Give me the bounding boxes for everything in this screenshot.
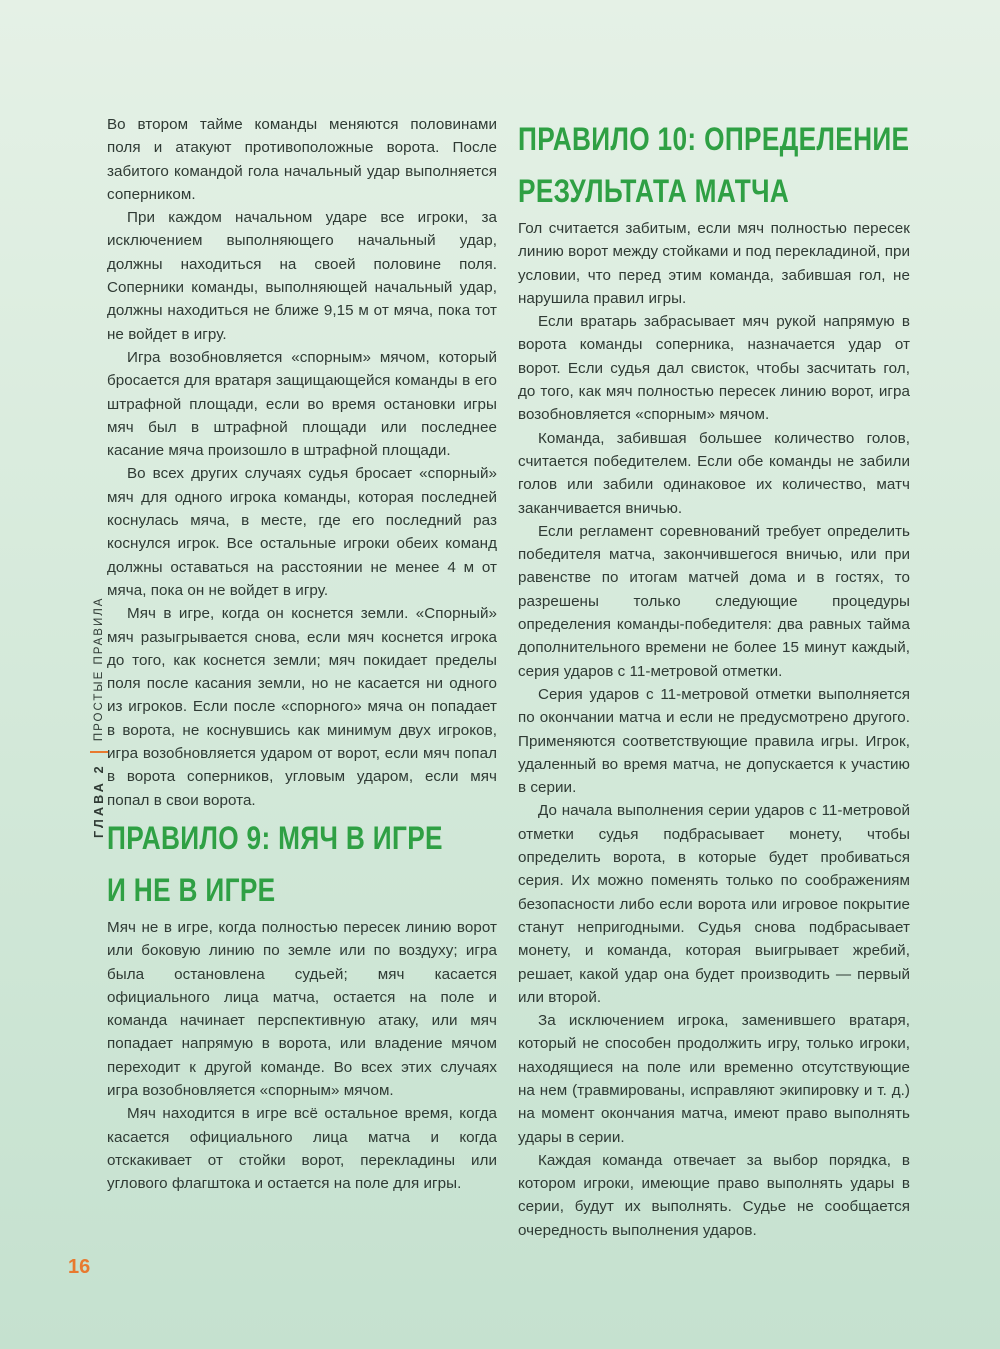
paragraph: Во всех других случаях судья бросает «спорный» мяч для одного игрока команды, которая последней коснулась мяча, в месте, где его последний раз коснулся игрок. Все остальные игроки обеих команд должны оставаться на расстоянии не менее 4 м от мяча, пока он не войдет в игру.: [107, 465, 497, 599]
rule-10-heading: [518, 113, 910, 217]
paragraph: Если регламент соревнований требует определить победителя матча, закончившегося вничью, или при равенстве по итогам матчей дома и в гостях, то разрешены только следующие процедуры определения команды-победителя: два равных тайма дополнительного времени не более 15 минут каждый, серия ударов с 11-метровой отметки.: [518, 522, 910, 680]
left-column: [107, 113, 497, 1195]
paragraph: Мяч находится в игре всё остальное время, когда касается официального лица матча и когда отскакивает от стойки ворот, перекладины или углового флагштока и остается на поле для игры.: [107, 1105, 497, 1193]
paragraph: До начала выполнения серии ударов с 11-метровой отметки судья подбрасывает монету, чтобы определить ворота, в которые будет пробиваться серия. Их можно поменять только по соображениям безопасности либо если ворота или игровое покрытие станут непригодными. Судья снова подбрасывает монету, и команда, которая выигрывает жребий, решает, какой удар она будет производить — первый или второй.: [518, 802, 910, 1006]
chapter-separator: [90, 751, 108, 753]
rule-9-heading: [107, 812, 443, 916]
right-column: [518, 113, 910, 1242]
paragraph: Мяч не в игре, когда полностью пересек линию ворот или боковую линию по земле или по воздуху; игра была остановлена судьей; мяч касается официального лица матча, остается на поле и команда начинает перспективную атаку, или мяч попадает напрямую в ворота, или владение мячом переходит к другой команде. Во всех этих случаях игра возобновляется «спорным» мячом.: [107, 918, 497, 1099]
paragraph: Мяч в игре, когда он коснется земли. «Спорный» мяч разыгрывается снова, если мяч коснется игрока до того, как коснется земли; мяч покидает пределы поля после касания земли, но не касается ни одного из игроков. Если после «спорного» мяча он попадает в ворота, не коснувшись как минимум двух игроков, игра возобновляется ударом от ворот, если мяч попал в ворота соперников, угловым ударом, если мяч попал в свои ворота.: [107, 605, 497, 809]
chapter-sidebar: [90, 597, 108, 838]
paragraph: Гол считается забитым, если мяч полностью пересек линию ворот между стойками и под перекладиной, при условии, что перед этим команда, забившая гол, не нарушила правил игры.: [518, 220, 910, 307]
rule-10-heading-line-2: РЕЗУЛЬТАТА МАТЧА: [518, 173, 790, 209]
paragraph: Игра возобновляется «спорным» мячом, который бросается для вратаря защищающейся команды в его штрафной площади, если во время остановки игры мяч был в штрафной площади или последнее касание мяча произошло в штрафной площади.: [107, 348, 497, 460]
chapter-label: ГЛАВА 2: [92, 763, 106, 838]
paragraph: Команда, забившая большее количество голов, считается победителем. Если обе команды не забили голов или забили одинаковое их количество, матч заканчивается вничью.: [518, 429, 910, 517]
paragraph: Если вратарь забрасывает мяч рукой напрямую в ворота команды соперника, назначается удар от ворот. Если судья дал свисток, чтобы засчитать гол, до того, как мяч полностью пересек линию ворот, игра возобновляется «спорным» мячом.: [518, 313, 910, 424]
rule-10-heading-line-1: ПРАВИЛО 10: ОПРЕДЕЛЕНИЕ: [518, 121, 910, 157]
chapter-title: ПРОСТЫЕ ПРАВИЛА: [93, 596, 105, 742]
paragraph: При каждом начальном ударе все игроки, за исключением выполняющего начальный удар, должны находиться на своей половине поля. Соперники команды, выполняющей начальный удар, должны находиться не ближе 9,15 м от мяча, пока тот не войдет в игру.: [107, 209, 497, 343]
page-number: 16: [68, 1256, 91, 1278]
rule-9-heading-line-2: И НЕ В ИГРЕ: [107, 871, 276, 908]
paragraph: За исключением игрока, заменившего вратаря, который не способен продолжить игру, только игроки, находящиеся на поле или временно отсутствующие на нем (травмированы, исправляют экипировку и т. д.) на момент окончания матча, имеют право выполнять удары в серии.: [518, 1012, 910, 1146]
paragraph: Каждая команда отвечает за выбор порядка, в котором игроки, имеющие право выполнять удары в серии, будут их выполнять. Судье не сообщается очередность выполнения ударов.: [518, 1151, 910, 1239]
paragraph: Во втором тайме команды меняются половинами поля и атакуют противоположные ворота. После забитого командой гола начальный удар выполняется соперником.: [107, 116, 497, 203]
paragraph: Серия ударов с 11-метровой отметки выполняется по окончании матча и если не предусмотрено другого. Применяются соответствующие правила игры. Игрок, удаленный во время матча, не допускается к участию в серии.: [518, 685, 910, 797]
rule-9-heading-line-1: ПРАВИЛО 9: МЯЧ В ИГРЕ: [107, 819, 443, 856]
